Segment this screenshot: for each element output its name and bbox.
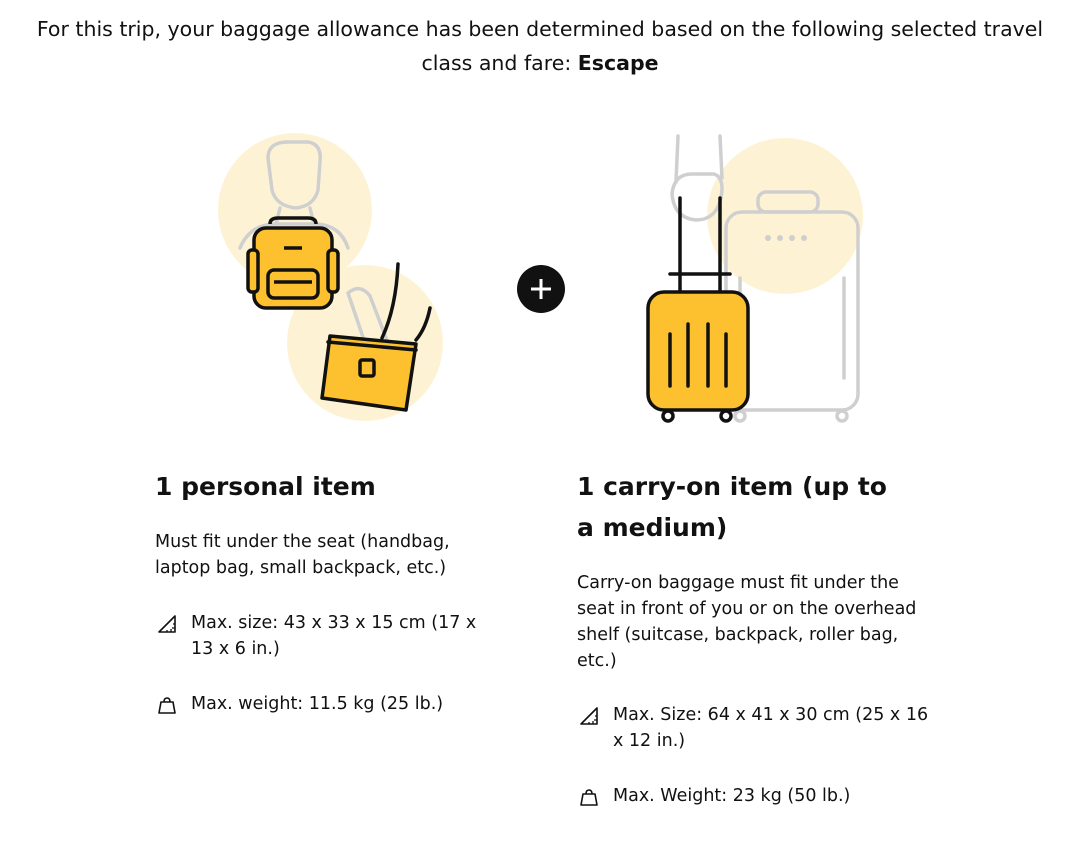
intro-text: For this trip, your baggage allowance has been determined based on the following selected travel class and fare: [36,17,1044,75]
plus-icon [517,265,565,313]
baggage-intro [20,12,1060,80]
personal-item-weight-text: Max. weight: 11.5 kg (25 lb.) [191,694,444,714]
carry-on-weight [577,783,943,809]
carry-on-section [577,466,937,809]
personal-item-section [155,466,500,717]
personal-item-size [155,610,491,662]
personal-item-weight [155,691,521,717]
carry-on-size-text: Max. Size: 64 x 41 x 30 cm (25 x 16 x 12 in.) [613,705,929,751]
carry-on-title: 1 carry-on item (up to a medium) [577,472,887,542]
carry-on-size [577,702,933,754]
carry-on-weight-text: Max. Weight: 23 kg (50 lb.) [613,786,851,806]
ruler-triangle-icon [579,706,599,726]
personal-item-size-text: Max. size: 43 x 33 x 15 cm (17 x 13 x 6 in.) [191,613,477,659]
personal-item-title: 1 personal item [155,472,376,501]
weight-icon [579,787,599,807]
personal-item-description: Must fit under the seat (handbag, laptop bag, small backpack, etc.) [155,532,450,578]
personal-item-illustration [210,128,460,428]
carry-on-illustration [630,128,880,428]
carry-on-description: Carry-on baggage must fit under the seat in front of you or on the overhead shelf (suitcase, backpack, roller bag, etc.) [577,573,917,671]
ruler-triangle-icon [157,614,177,634]
fare-name: Escape [577,51,659,75]
weight-icon [157,695,177,715]
